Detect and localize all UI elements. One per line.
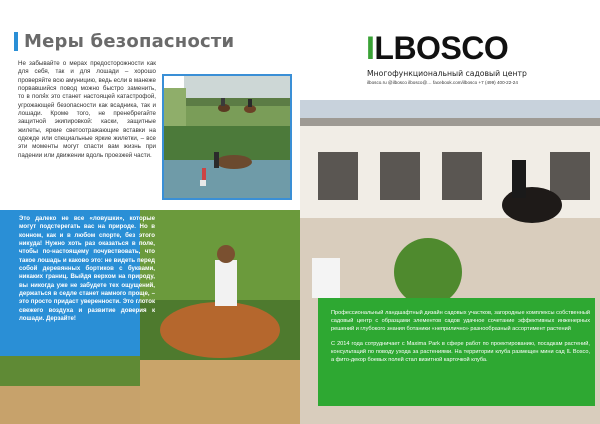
rider-photo <box>140 210 300 424</box>
right-page <box>300 0 600 424</box>
photo-field-grass <box>184 104 290 126</box>
brand-contacts: ilbosco.ru @ilbosco ilbosco@… facebook.com/ilbosco +7 (499) 400-22-24 <box>367 80 518 85</box>
intro-paragraph: Не забывайте о мерах предосторожности как для себя, так и для лошади – хорошо проверяйте всю амуницию, ведь если в манеже порвавшийся повод можно быстро заменить, то в поля́х это станет настоящей катастрофой, угрожающей безопасности как всадника, так и лошади. Кроме того, не пренебрегайте защитной экипировкой: каски, защитные жилеты, яркие светоотражающие вставки на одежде или специальные яркие жилетки, – все эти моменты могут спасти вам жизнь при падении или движении вдоль проезжей части. <box>18 60 156 159</box>
horse-icon <box>160 302 280 358</box>
logo-prefix: I <box>366 30 375 66</box>
horse-icon <box>216 155 252 169</box>
info-paragraph-1: Профессиональный ландшафтный дизайн садовых участков, загородные комплексы собственный садовый центр с образцами элементов садов удачное сочетание эффективных инженерных решений и глубокого знания ботаники «неприлично» разнообразный ассортимент растений <box>331 310 590 333</box>
page-title: Меры безопасности <box>24 31 235 52</box>
brand-logo <box>366 30 508 67</box>
window-icon <box>318 152 358 200</box>
rider-photo-lower <box>0 356 140 424</box>
brand-tagline: Многофункциональный садовый центр <box>367 69 527 78</box>
arena-marker-icon <box>312 258 340 298</box>
rider-icon <box>215 260 237 306</box>
info-paragraph-2: С 2014 года сотрудничает с Maxima Park в сфере работ по проектированию, посадкам растений, консультаций по поводу ухода за растениями. На территории клуба размещен мини сад IL Bosco, а фито-декор боевых полей стал визитной карточкой клуба. <box>331 340 590 364</box>
rider-icon <box>221 98 225 106</box>
title-accent-bar <box>14 32 18 51</box>
highlight-paragraph: Это далеко не все «ловушки», которые могут подстерегать вас на природе. Но в конном, как и в любом спорте, без этого никуда! Нужно хоть раз оказаться в поле, чтобы по-настоящему почувствовать, что такое лошадь и каково это: не видеть перед собой деревянных бортиков с буквами, никаких границ. Выйдя верхом на природу, вы никогда уже не забудете тех ощущений, держаться в седле станет намного проще, – это просто придаст уверенности. Это глоток свежего воздуха и развитие доверия к лошади. Дерзайте! <box>19 215 155 323</box>
window-icon <box>380 152 420 200</box>
rider-icon <box>512 160 526 198</box>
window-icon <box>442 152 482 200</box>
info-text <box>331 309 590 370</box>
helmet-icon <box>217 245 235 263</box>
shrub-icon <box>394 238 462 306</box>
person-icon <box>214 152 219 168</box>
window-icon <box>550 152 590 200</box>
collage-photos <box>164 76 290 198</box>
logo-letter: L <box>374 30 394 66</box>
logo-rest: BOSCO <box>393 30 509 66</box>
horse-icon <box>502 187 562 223</box>
rider-icon <box>248 99 252 107</box>
photo-collage <box>162 74 292 200</box>
child-icon <box>202 168 206 180</box>
